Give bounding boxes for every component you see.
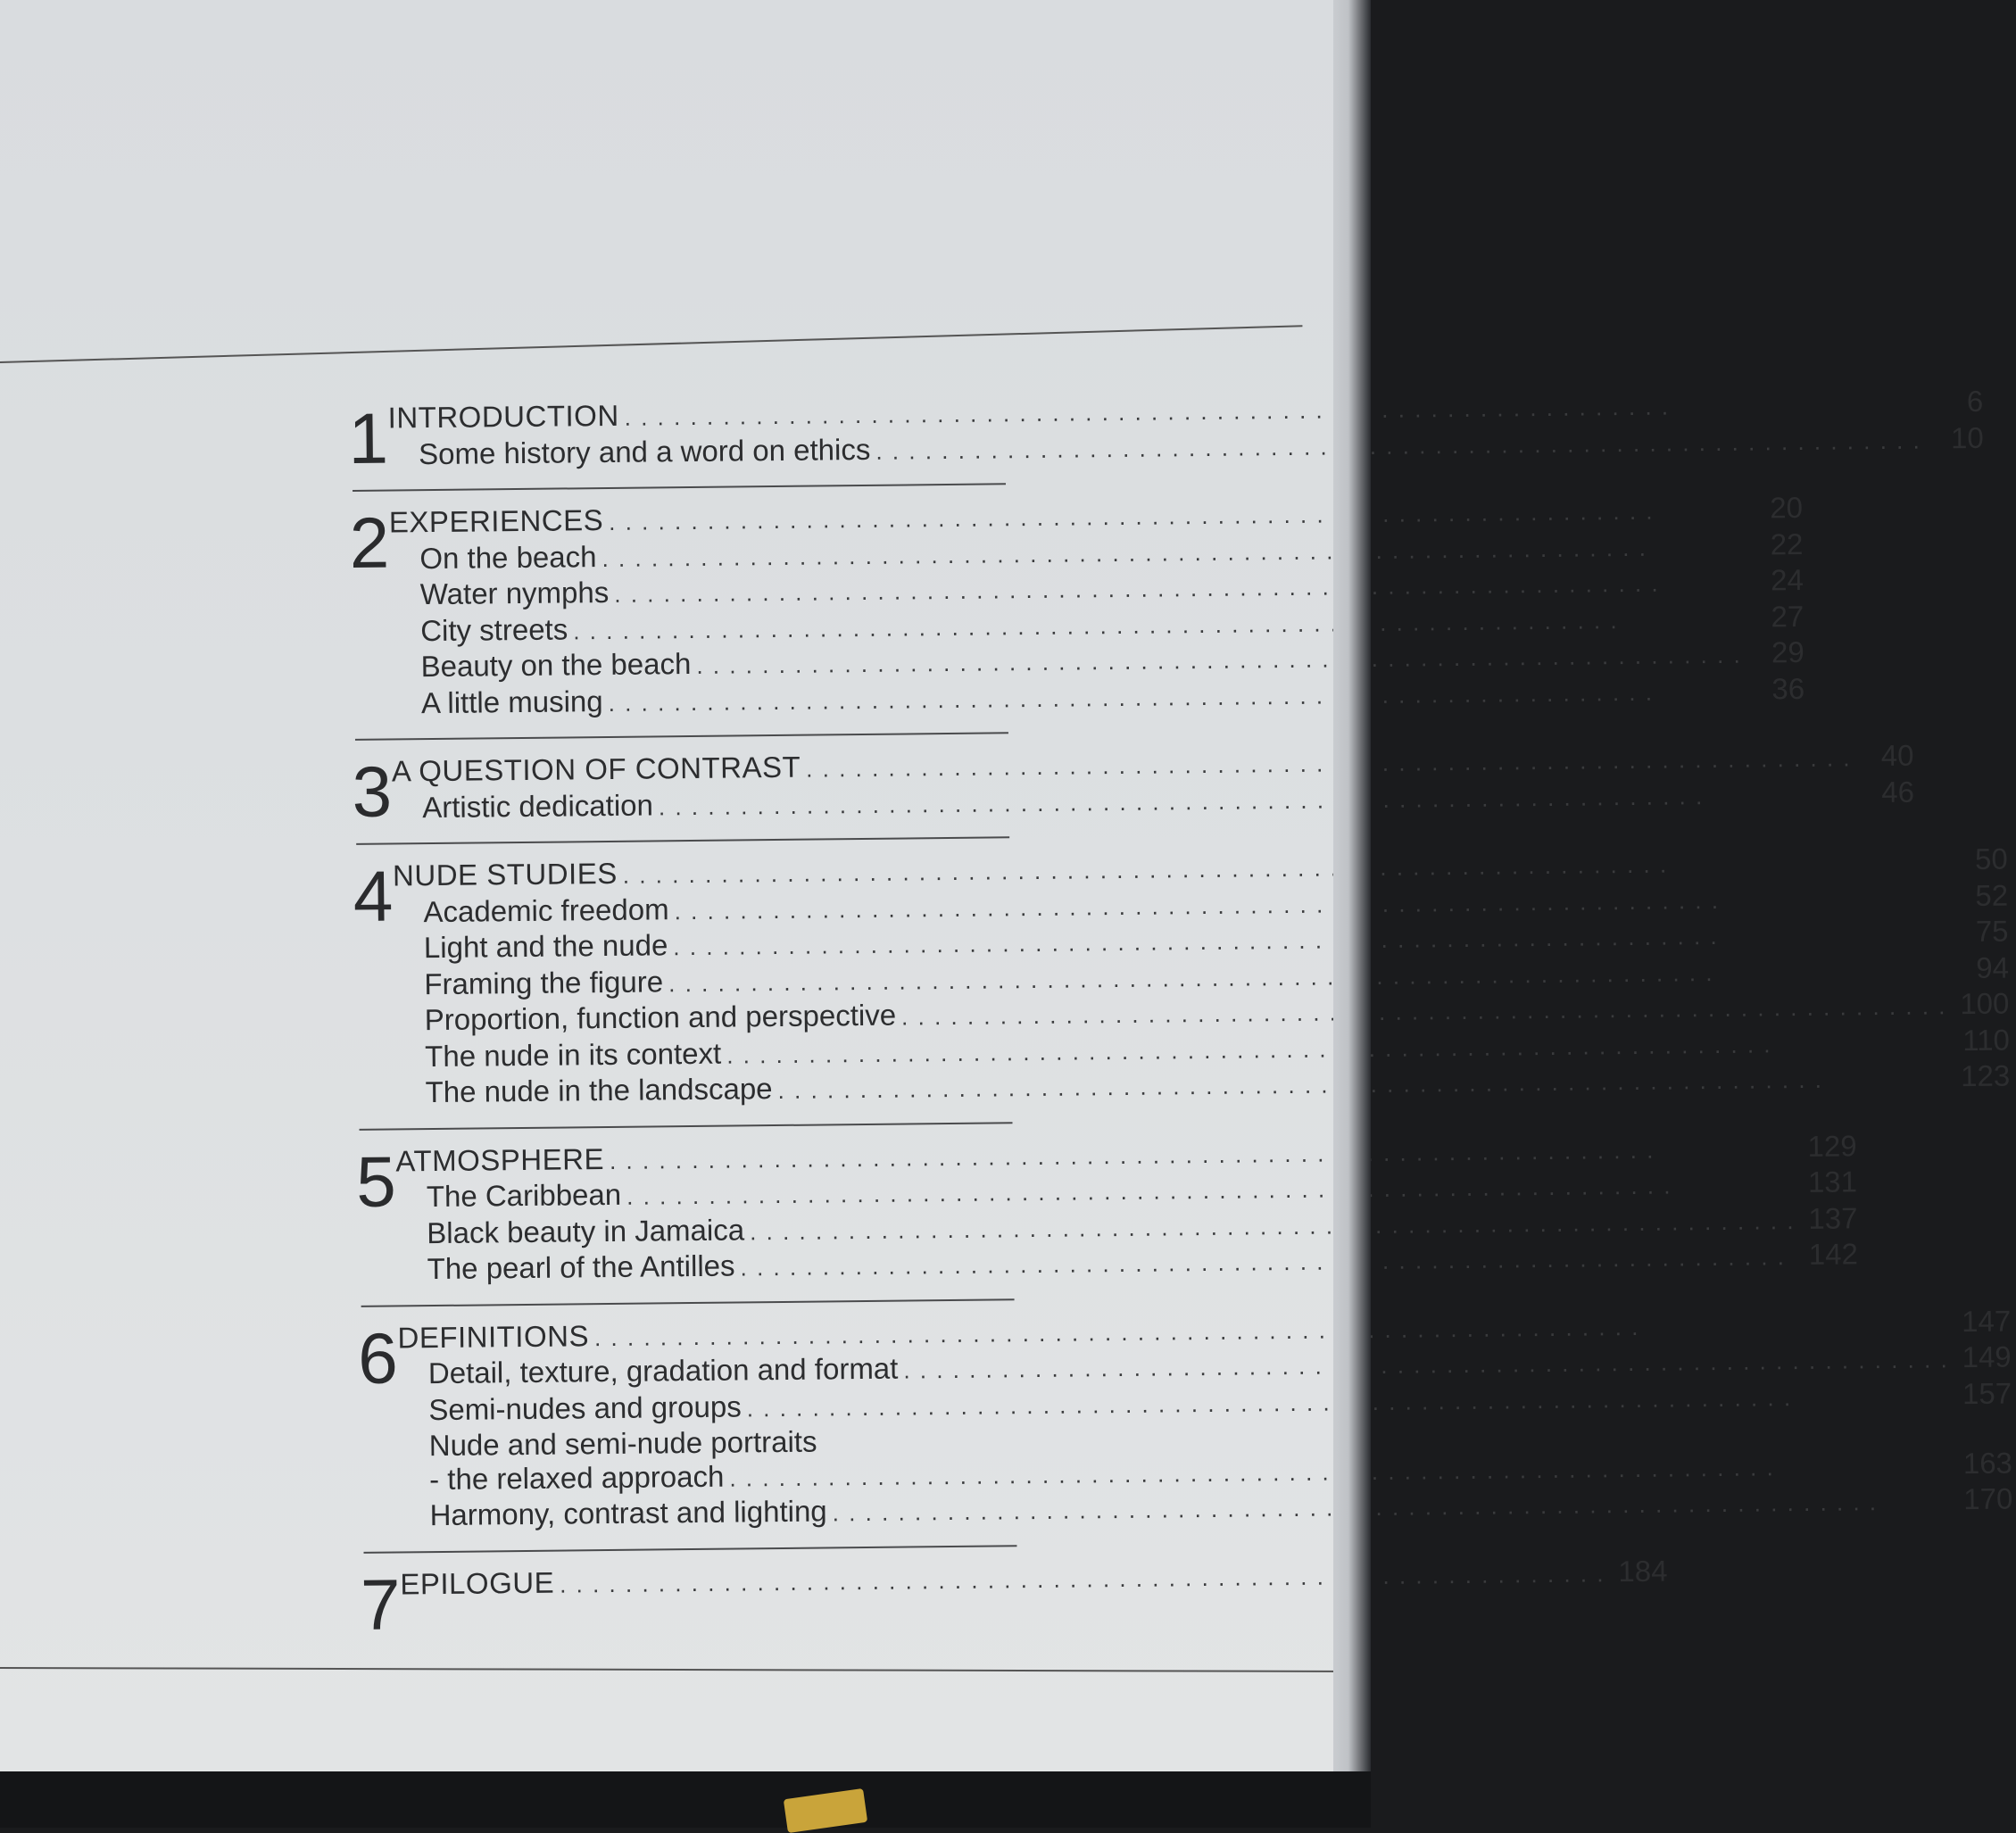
- background-surface: [0, 1771, 1371, 1828]
- page-number: 75: [1975, 914, 2009, 948]
- entry-title: Framing the figure: [424, 964, 664, 1000]
- entry-title: Academic freedom: [423, 892, 669, 928]
- page-number: 129: [1807, 1128, 1857, 1163]
- page-number: 142: [1808, 1237, 1859, 1271]
- entry-title: DEFINITIONS: [397, 1318, 590, 1354]
- chapter-entries: [392, 739, 1915, 827]
- page-number: 184: [1618, 1554, 1668, 1588]
- entry-title: Harmony, contrast and lighting: [429, 1494, 827, 1532]
- entry-title: INTRODUCTION: [387, 398, 619, 435]
- page-number: 94: [1976, 950, 2010, 984]
- page-number: 110: [1962, 1023, 2011, 1057]
- entry-title: Semi-nudes and groups: [428, 1389, 742, 1426]
- entry-title: Black beauty in Jamaica: [427, 1212, 745, 1249]
- entry-title: The Caribbean: [426, 1177, 622, 1214]
- entry-title: Light and the nude: [423, 928, 668, 965]
- entry-title: A QUESTION OF CONTRAST: [391, 750, 801, 788]
- page-number: 170: [1963, 1481, 2013, 1516]
- page-number: 52: [1975, 878, 2009, 912]
- chapter-2: [349, 490, 1805, 735]
- entry-title: Some history and a word on ethics: [418, 432, 871, 470]
- chapter-number: 2: [349, 502, 390, 583]
- entry-title: A little musing: [420, 684, 603, 719]
- entry-title: The nude in its context: [424, 1036, 722, 1073]
- chapter-1: [347, 384, 1984, 486]
- chapter-number: 5: [355, 1140, 397, 1222]
- entry-title: The pearl of the Antilles: [427, 1248, 735, 1286]
- chapter-heading: [400, 1554, 1667, 1603]
- chapter-number: 4: [353, 856, 394, 936]
- entry-title: - the relaxed approach: [428, 1459, 725, 1496]
- page-number: 163: [1962, 1446, 2013, 1480]
- chapter-entries: [400, 1554, 1667, 1603]
- entry-title: Artistic dedication: [422, 787, 654, 824]
- chapter-number: 6: [357, 1317, 399, 1398]
- page-number: 131: [1807, 1165, 1858, 1198]
- entry-title: The nude in the landscape: [425, 1072, 773, 1109]
- page-number: 50: [1974, 842, 2008, 875]
- page-number: 157: [1962, 1376, 2012, 1410]
- entry-title: Beauty on the beach: [420, 646, 692, 684]
- top-rule: [0, 325, 1302, 363]
- page-number: 22: [1770, 527, 1804, 560]
- page-number: 147: [1961, 1304, 2012, 1338]
- chapter-number: 7: [360, 1563, 402, 1645]
- leader-dots: [554, 1557, 1611, 1602]
- page-edge: [1333, 0, 1371, 1771]
- page-number: 6: [1966, 384, 1984, 419]
- chapter-entries: [389, 491, 1805, 723]
- chapter-6: [357, 1304, 2013, 1547]
- entry-title: Detail, texture, gradation and format: [427, 1351, 899, 1390]
- chapter-7: [360, 1554, 1668, 1649]
- page-number: 36: [1771, 671, 1805, 705]
- entry-title: Nude and semi-nude portraits: [428, 1424, 817, 1463]
- chapter-entries: [397, 1304, 2012, 1535]
- entry-title: Water nymphs: [419, 575, 610, 611]
- table-of-contents: [347, 384, 2013, 1649]
- page-number: 46: [1881, 775, 1915, 809]
- entry-title: EXPERIENCES: [388, 503, 604, 539]
- entry-title: Proportion, function and perspective: [424, 998, 897, 1037]
- page-number: 137: [1808, 1200, 1858, 1235]
- chapter-entries: [395, 1129, 1858, 1289]
- page-number: 100: [1960, 986, 2010, 1021]
- chapter-3: [352, 738, 1915, 840]
- entry-title: ATMOSPHERE: [395, 1141, 605, 1177]
- chapter-entries: [387, 385, 1983, 474]
- page-number: 20: [1770, 490, 1804, 525]
- page-number: 10: [1950, 420, 1984, 454]
- entry-title: City streets: [419, 611, 568, 647]
- entry-title: On the beach: [419, 539, 597, 575]
- page-number: 40: [1880, 738, 1914, 773]
- chapter-4: [353, 842, 2011, 1124]
- page-number: 27: [1771, 599, 1804, 633]
- page-number: 149: [1962, 1340, 2012, 1374]
- entry-title: NUDE STUDIES: [392, 856, 618, 892]
- entry-title: EPILOGUE: [400, 1565, 555, 1600]
- page-number: 29: [1771, 634, 1804, 669]
- chapter-5: [355, 1128, 1859, 1301]
- page-number: 123: [1960, 1058, 2011, 1093]
- chapter-number: 1: [347, 398, 389, 478]
- chapter-number: 3: [352, 751, 393, 832]
- chapter-entries: [393, 842, 2011, 1112]
- page-number: 24: [1770, 562, 1804, 597]
- bottom-rule: [0, 1667, 1356, 1672]
